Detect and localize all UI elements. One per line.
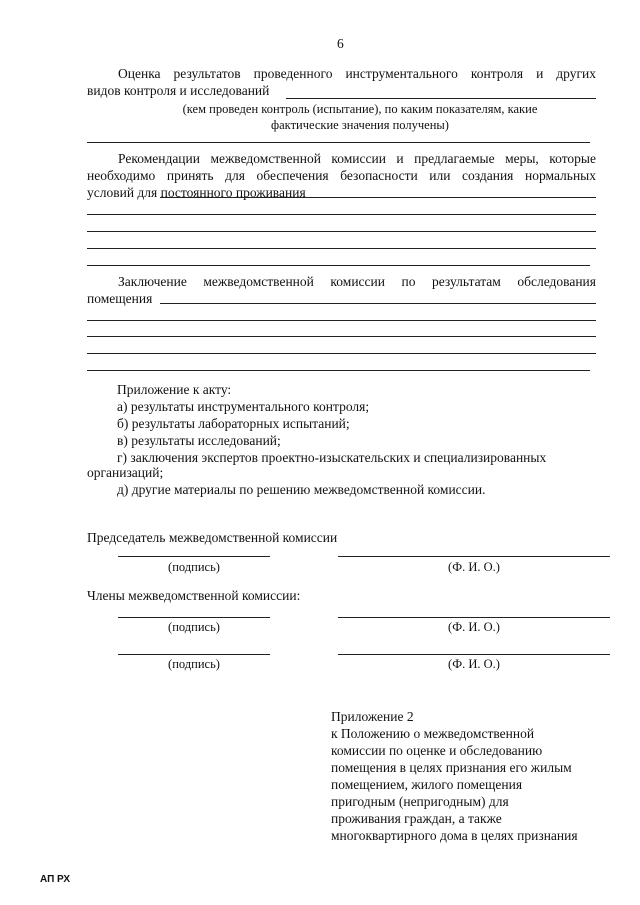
appendix-2-line: Приложение 2 [331,709,414,724]
conclusion-blank-line-2 [87,336,596,337]
appendix-2-line: комиссии по оценке и обследованию [331,743,543,758]
page-number: 6 [337,36,344,51]
members-label: Члены межведомственной комиссии: [87,588,301,603]
conclusion-blank-line-3 [87,353,596,354]
attachment-item: а) результаты инструментального контроля; [117,399,370,414]
conclusion-blank-line-1 [87,320,596,321]
recommendations-blank-line-1 [87,214,596,215]
recommendations-line-2: необходимо принять для обеспечения безопасности или создания нормальных [87,168,596,183]
chairman-label: Председатель межведомственной комиссии [87,530,338,545]
assessment-line-2: видов контроля и исследований [87,83,270,98]
member-2-signature-caption: (подпись) [168,657,220,671]
recommendations-fill-line [160,197,596,198]
appendix-2-line: проживания граждан, а также [331,811,502,826]
appendix-2-block [331,708,578,844]
chairman-name-caption: (Ф. И. О.) [448,560,500,574]
assessment-fill-line [286,98,596,99]
assessment-blank-line [87,142,590,143]
recommendations-blank-line-2 [87,231,596,232]
attachment-item: в) результаты исследований; [117,433,281,448]
member-1-signature-caption: (подпись) [168,620,220,634]
conclusion-fill-line [160,303,596,304]
attachment-item: д) другие материалы по решению межведомственной комиссии. [117,482,486,497]
conclusion-line-2: помещения [87,291,153,306]
member-1-name-line [338,617,610,618]
recommendations-line-1: Рекомендации межведомственной комиссии и предлагаемые меры, которые [118,151,596,166]
assessment-line-1: Оценка результатов проведенного инструментального контроля и других [118,66,596,81]
member-2-name-caption: (Ф. И. О.) [448,657,500,671]
attachment-item: г) заключения экспертов проектно-изыскательских и специализированных [117,450,547,465]
chairman-signature-caption: (подпись) [168,560,220,574]
attachments-heading: Приложение к акту: [117,382,232,397]
member-2-signature-line [118,654,270,655]
conclusion-line-1: Заключение межведомственной комиссии по результатам обследования [118,274,596,289]
chairman-name-line [338,556,610,557]
conclusion-blank-line-4 [87,370,590,371]
appendix-2-line: многоквартирного дома в целях признания [331,828,578,843]
recommendations-blank-line-3 [87,248,596,249]
appendix-2-line: помещением, жилого помещения [331,777,523,792]
assessment-caption-1: (кем проведен контроль (испытание), по каким показателям, какие [182,102,538,116]
appendix-2-line: к Положению о межведомственной [331,726,535,741]
member-2-name-line [338,654,610,655]
attachment-item: организаций; [87,465,164,480]
chairman-signature-line [118,556,270,557]
member-1-name-caption: (Ф. И. О.) [448,620,500,634]
appendix-2-line: помещения в целях признания его жилым [331,760,572,775]
appendix-2-line: пригодным (непригодным) для [331,794,509,809]
recommendations-line-3: условий для постоянного проживания [87,185,306,200]
assessment-caption-2: фактические значения получены) [271,118,449,132]
member-1-signature-line [118,617,270,618]
attachment-item: б) результаты лабораторных испытаний; [117,416,350,431]
recommendations-blank-line-4 [87,265,590,266]
footer-mark: АП РХ [40,874,71,885]
